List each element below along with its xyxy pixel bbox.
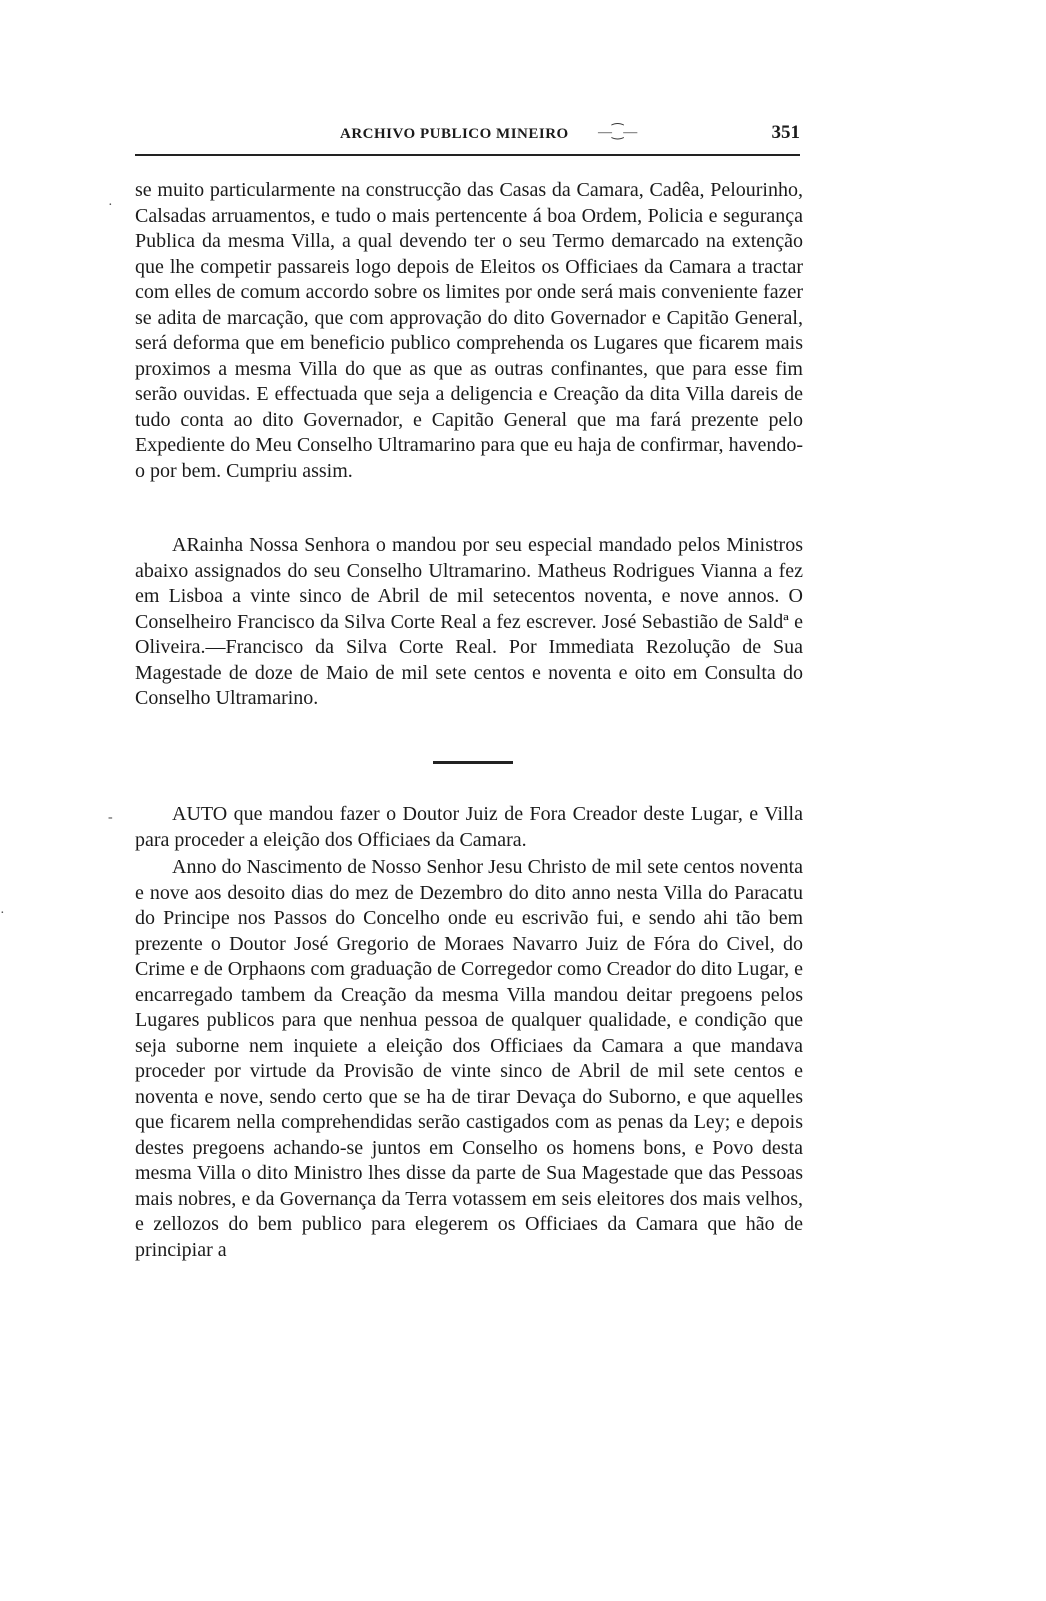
paragraph-text: se muito particularmente na construcção das Casas da Camara, Cadêa, Pelourinho, Calsadas arruamentos, e tudo o mais pertencente á boa Ordem, Policia e segurança Publica da mesma Villa, a qual devendo ter o seu Termo demarcado na extenção que lhe competir passareis logo depois de Eleitos os Officiaes da Camara a tractar com elles de comum accordo sobre os limites por onde será mais conveniente fazer se adita de marcação, que com approvação do dito Governador e Capitão General, será deforma que em beneficio publico comprehenda os Lugares que ficarem mais proximos a mesma Villa do que as que as outras confinantes, que para esse fim serão ouvidas. E effectuada que seja a deligencia e Creação da dita Villa dareis de tudo conta ao dito Governador, e Capitão General que ma fará prezente pelo Expediente do Meu Conselho Ultramarino para que eu haja de confirmar, havendo-o por bem. Cumpriu assim. [135, 179, 803, 482]
paragraph-auto-body [135, 855, 803, 1263]
paragraph-continuation [135, 178, 803, 484]
page-header [120, 120, 800, 160]
margin-dot-icon: · [0, 906, 5, 921]
paragraph-text: ARainha Nossa Senhora o mandou por seu especial mandado pelos Ministros abaixo assignados do seu Conselho Ultramarino. Matheus Rodrigues Vianna a fez em Lisboa a vinte sinco de Abril de mil setecentos noventa, e nove annos. O Conselheiro Francisco da Silva Corte Real a fez escrever. José Sebastião de Saldª e Oliveira.—Francisco da Silva Corte Real. Por Immediata Rezolução de Sua Magestade de doze de Maio de mil sete centos e noventa e oito em Consulta do Conselho Ultramarino. [135, 534, 803, 709]
paragraph-royal-order [135, 533, 803, 712]
paragraph-text: Anno do Nascimento de Nosso Senhor Jesu Christo de mil sete centos noventa e nove aos desoito dias do mez de Dezembro do dito anno nesta Villa do Paracatu do Principe nos Passos do Concelho onde eu escrivão fui, e sendo ahi tão bem prezente o Doutor José Gregorio de Moraes Navarro Juiz de Fóra do Civel, do Crime e de Orphaons com graduação de Corregedor como Creador do dito Lugar, e encarregado tambem da Creação da mesma Villa mandou deitar pregoens pelos Lugares publicos para que nenhua pessoa de qualquer qualidade, e condição que seja suborne nem inquiete a eleição dos Officiaes da Camara a que mandava proceder por virtude da Provisão de vinte sinco de Abril de mil sete centos e noventa e nove, sendo certo que se ha de tirar Devaça do Suborno, e que aquelles que ficarem nella comprehendidas serão castigados com as penas da Ley; e depois destes pregoens achando-se juntos em Conselho os homens bons, e Povo desta mesma Villa o dito Ministro lhes disse da parte de Sua Magestade que das Pessoas mais nobres, e da Governança da Terra votassem em seis eleitores dos mais velhos, e zellozos do bem publico para elegerem os Officiaes da Camara que hão de principiar a [135, 856, 803, 1261]
margin-dot-icon: · [108, 198, 113, 213]
ink-smudge-icon: —⁐— [598, 125, 638, 140]
section-divider [433, 761, 513, 764]
margin-dash-icon: - [108, 810, 113, 825]
paragraph-text: AUTO que mandou fazer o Doutor Juiz de Fora Creador deste Lugar, e Villa para proceder a eleição dos Officiaes da Camara. [135, 803, 803, 851]
paragraph-auto-heading [135, 802, 803, 853]
running-title: ARCHIVO PUBLICO MINEIRO [340, 126, 569, 142]
page-number: 351 [771, 122, 800, 143]
header-rule [135, 154, 800, 156]
